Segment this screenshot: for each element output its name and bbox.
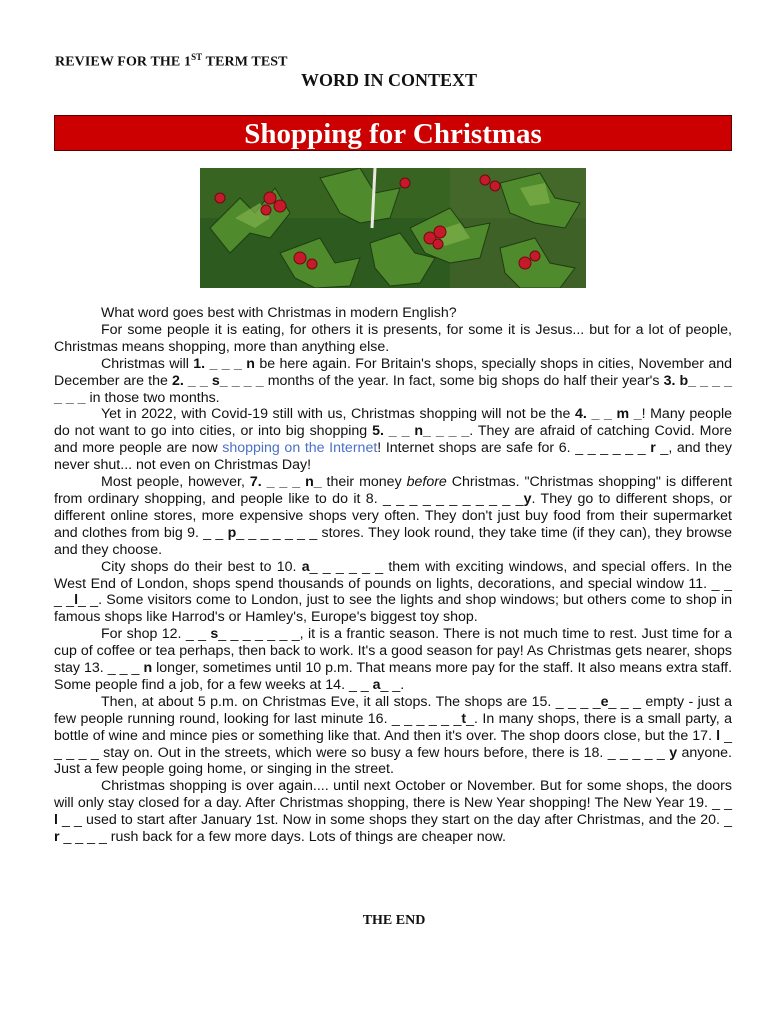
paragraph-1: What word goes best with Christmas in modern English?	[101, 305, 457, 321]
blank-8: y	[523, 490, 532, 507]
holly-image	[200, 168, 586, 288]
blank-1: 1. _ _ _ n	[193, 355, 255, 372]
blank-15: e	[600, 693, 609, 710]
internet-link[interactable]: shopping on the Internet	[222, 440, 378, 457]
the-end-footer: THE END	[362, 913, 426, 928]
blank-18: y	[669, 744, 678, 761]
blank-9: p	[227, 524, 237, 541]
page-title-banner: Shopping for Christmas	[54, 115, 732, 151]
article-body	[54, 305, 732, 846]
blank-11: l	[74, 592, 79, 609]
blank-10: a	[301, 558, 310, 575]
blank-17: l	[716, 727, 721, 744]
page-subtitle: WORD IN CONTEXT	[300, 70, 478, 90]
paragraph-8: Then, at about 5 p.m. on Christmas Eve, it all stops. The shops are 15. _ _ _ _e_ _ _ empty - just a few people running round, looking for last minute 16. _ _ _ _ _ _t_. In many shops, there is a small party, a bottle of wine and mince pies or something like that. And then it's over. The shop doors close, but the 17. l _ _ _ _ _ stay on. Out in the streets, which were so busy a few hours before, there is 18. _ _ _ _ _ y anyone. Just a few people going home, or singing in the street.	[54, 693, 732, 778]
paragraph-2: For some people it is eating, for others it is presents, for some it is Jesus... but for a lot of people, Christmas means shopping, more than anything else.	[54, 321, 732, 355]
review-header: REVIEW FOR THE 1ST TERM TEST	[55, 52, 288, 70]
blank-19: l	[54, 812, 58, 829]
blank-20: r	[54, 829, 60, 846]
blank-4: 4. _ _ m _	[575, 406, 642, 423]
blank-6: r	[650, 440, 656, 457]
paragraph-4: Yet in 2022, with Covid-19 still with us, Christmas shopping will not be the 4. _ _ m _! Many people do not want to go into cities, or into big shopping 5. _ _ n_ _ _ _. They are afraid of catching Covid. More and more people are now shopping on the Internet! Internet shops are safe for 6. _ _ _ _ _ _ r _, and they never shut... not even on Christmas Day!	[54, 406, 733, 474]
blank-3: 3. b_ _ _ _ _ _ _	[54, 372, 733, 406]
paragraph-6: City shops do their best to 10. a_ _ _ _ _ _ them with exciting windows, and special offers. In the West End of London, shops spend thousands of pounds on lights, decorations, and special window 11. _ _ _ _l_ _. Some visitors come to London, just to see the lights and shop windows; but others come to shop in famous shops like Harrod's or Hamley's, Europe's biggest toy shop.	[54, 558, 732, 626]
paragraph-5: Most people, however, 7. _ _ _ n_ their money before Christmas. "Christmas shopping" is different from ordinary shopping, and people like to do it 8. _ _ _ _ _ _ _ _ _ _ _y. They go to different shops, or different online stores, more expensive shops very often. They don't just buy food from their supermarket and clothes from big 9. _ _ p_ _ _ _ _ _ _ stores. They look round, they take time (if they can), they browse and they choose.	[54, 474, 733, 558]
blank-2: 2. _ _ s_ _ _ _	[171, 372, 264, 389]
paragraph-9: Christmas shopping is over again.... until next October or November. But for some shops, the doors will only stay closed for a day. After Christmas shopping, there is New Year shopping! The New Year 19. _ _ l _ _ used to start after January 1st. Now in some shops they start on the day after Christmas, and the 20. _ r _ _ _ _ rush back for a few more days. Lots of things are cheaper now.	[54, 778, 732, 846]
blank-13: n	[143, 660, 153, 677]
blank-5: 5. _ _ n_ _ _ _	[372, 423, 470, 440]
blank-12: s	[210, 626, 219, 643]
paragraph-7: For shop 12. _ _ s_ _ _ _ _ _ _, it is a frantic season. There is not much time to rest. Just time for a cup of coffee or tea perhaps, then back to work. It's a good season for pay! As Christmas gets nearer, shops stay 13. _ _ _ n longer, sometimes until 10 p.m. That means more pay for the staff. It also means extra staff. Some people find a job, for a few weeks at 14. _ _ a_ _.	[54, 626, 733, 693]
paragraph-3: Christmas will 1. _ _ _ n be here again. For Britain's shops, specially shops in cities, November and December are the 2. _ _ s_ _ _ _ months of the year. In fact, some big shops do half their year's 3. b_ _ _ _ _ _ _ in those two months.	[54, 355, 733, 406]
blank-14: a	[372, 676, 381, 693]
blank-7: 7. _ _ _ n_	[249, 474, 322, 491]
blank-16: t	[461, 710, 467, 727]
